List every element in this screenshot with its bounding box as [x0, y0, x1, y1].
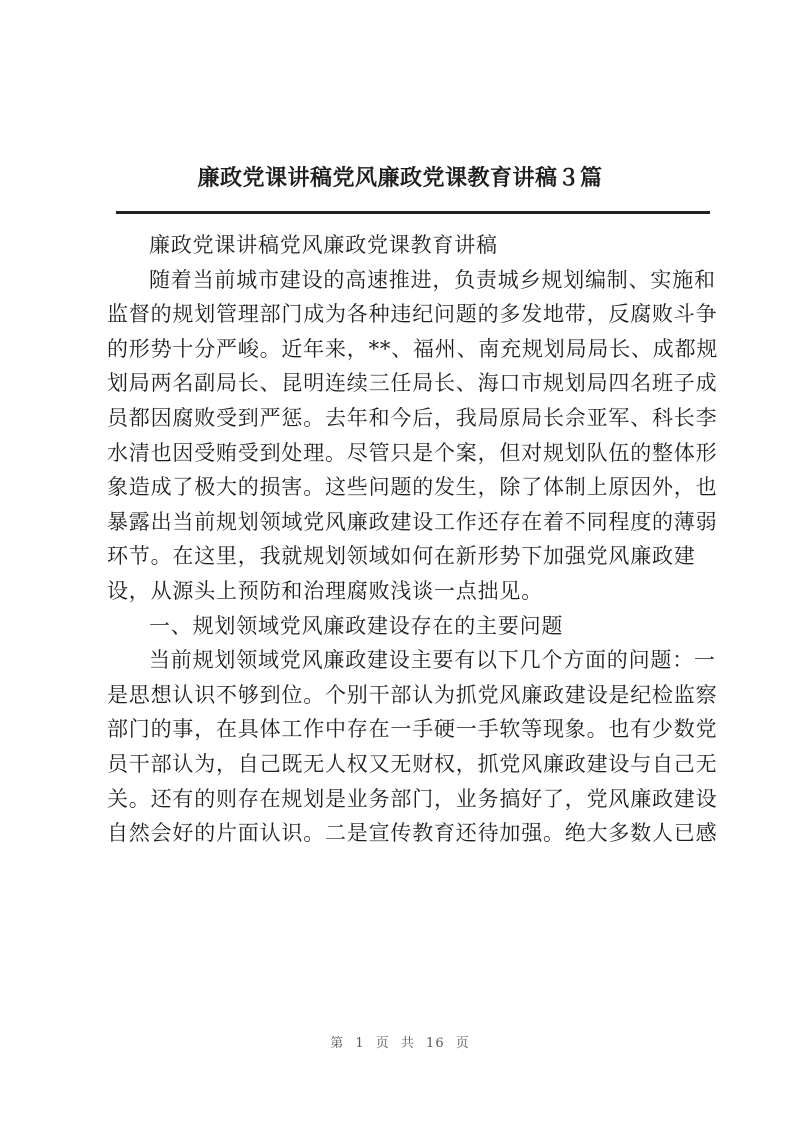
body-line: 部门的事，在具体工作中存在一手硬一手软等现象。也有少数党: [107, 717, 718, 742]
body-line: 自然会好的片面认识。二是宣传教育还待加强。绝大多数人已感: [107, 821, 718, 846]
body-line: 员干部认为，自己既无人权又无财权，抓党风廉政建设与自己无: [107, 751, 718, 776]
body-line: 关。还有的则存在规划是业务部门，业务搞好了，党风廉政建设: [107, 786, 718, 811]
subtitle-line: 廉政党课讲稿党风廉政党课教育讲稿: [149, 233, 498, 257]
body-line: 随着当前城市建设的高速推进，负责城乡规划编制、实施和: [149, 267, 716, 292]
body-line: 监督的规划管理部门成为各种违纪问题的多发地带，反腐败斗争: [107, 302, 718, 327]
body-line: 象造成了极大的损害。这些问题的发生，除了体制上原因外，也: [107, 475, 718, 500]
document-body: [107, 228, 719, 851]
body-line: 划局两名副局长、昆明连续三任局长、海口市规划局四名班子成: [107, 371, 718, 396]
document-title: 廉政党课讲稿党风廉政党课教育讲稿３篇: [197, 165, 603, 191]
body-line: 水清也因受贿受到处理。尽管只是个案，但对规划队伍的整体形: [107, 440, 718, 465]
body-line: 环节。在这里，我就规划领域如何在新形势下加强党风廉政建: [107, 544, 696, 569]
body-line: 当前规划领域党风廉政建设主要有以下几个方面的问题：一: [149, 648, 716, 673]
section-heading: 一、规划领域党风廉政建设存在的主要问题: [149, 613, 564, 638]
title-underline: [116, 211, 710, 214]
body-line: 设，从源头上预防和治理腐败浅谈一点拙见。: [107, 578, 543, 603]
body-line: 员都因腐败受到严惩。去年和今后，我局原局长佘亚军、科长李: [107, 405, 718, 430]
body-line: 是思想认识不够到位。个别干部认为抓党风廉政建设是纪检监察: [107, 682, 718, 707]
page-number-footer: 第 1 页 共 16 页: [330, 1036, 470, 1051]
body-line: 的形势十分严峻。近年来，**、福州、南充规划局局长、成都规: [107, 336, 719, 361]
body-line: 暴露出当前规划领域党风廉政建设工作还存在着不同程度的薄弱: [107, 509, 718, 534]
